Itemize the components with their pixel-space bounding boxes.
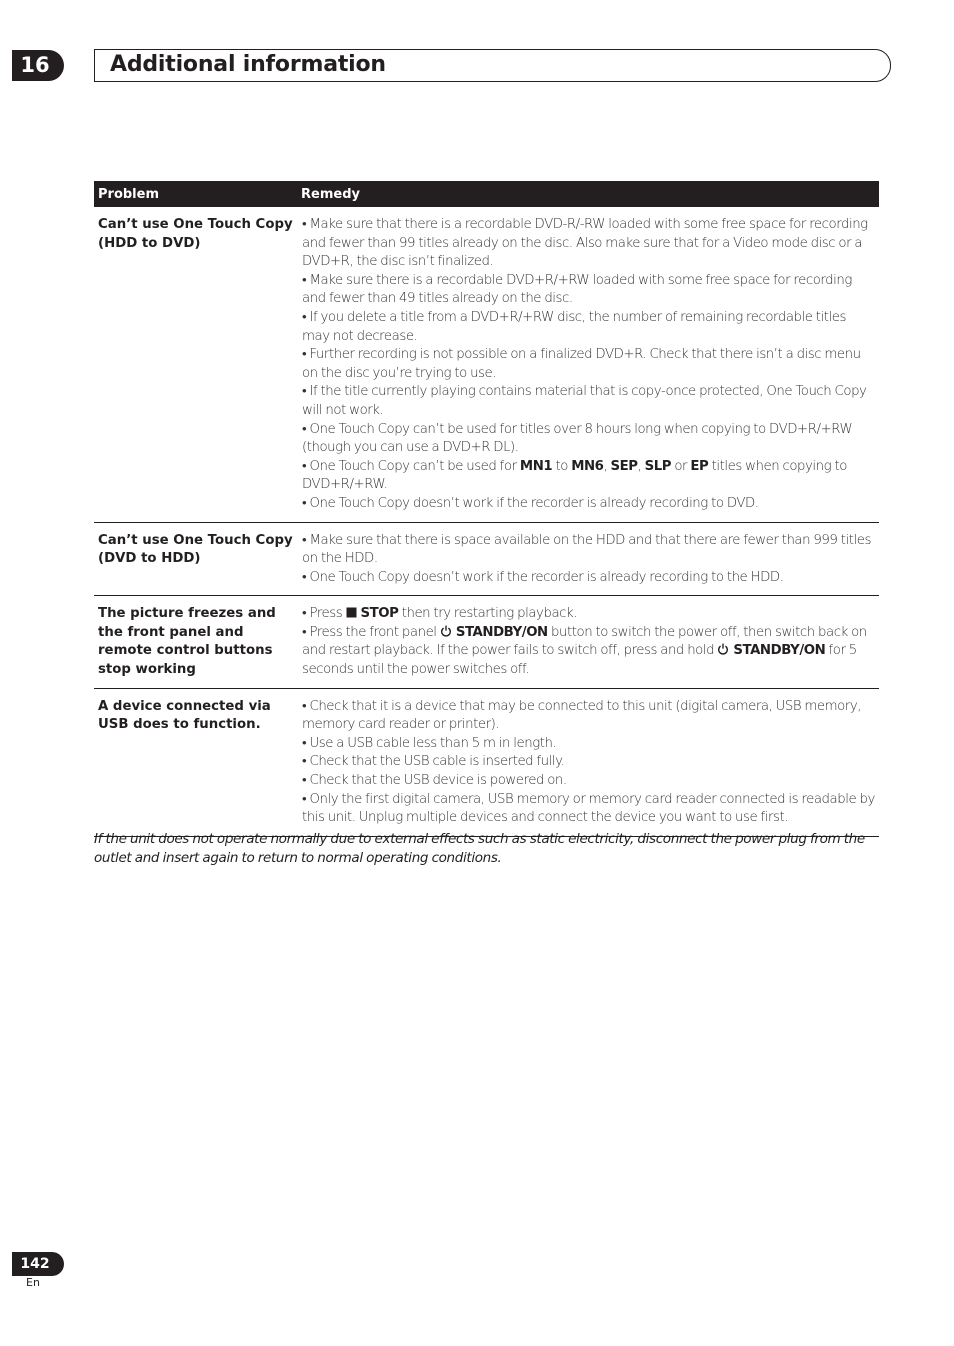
recording-mode-ep: EP xyxy=(690,458,709,474)
standby-on-label: STANDBY/ON xyxy=(455,624,548,640)
remedy-item: • Further recording is not possible on a finalized DVD+R. Check that there isn’t a disc menu on the disc you’re trying to use. xyxy=(302,347,861,381)
remedy-item: • If the title currently playing contains material that is copy-once protected, One Touch Copy will not work. xyxy=(302,384,867,418)
remedy-cell xyxy=(298,207,879,522)
remedy-text: to xyxy=(552,458,572,474)
problem-cell: Can’t use One Touch Copy (DVD to HDD) xyxy=(94,522,298,596)
remedy-item xyxy=(302,605,875,624)
section-title: Additional information xyxy=(110,52,386,77)
table-header-row xyxy=(94,181,879,207)
remedy-text: • Press the front panel xyxy=(302,624,440,640)
recording-mode-slp: SLP xyxy=(644,458,672,474)
remedy-item: • Make sure that there is a recordable DVD-R/-RW loaded with some free space for recording and fewer than 99 titles already on the disc. Also make sure that for a Video mode disc or a DVD+R, the disc isn’t finalized. xyxy=(302,217,868,270)
remedy-text: , xyxy=(603,458,611,474)
remedy-item: • If you delete a title from a DVD+R/+RW disc, the number of remaining recordable titles may not decrease. xyxy=(302,309,846,344)
remedy-item: • Use a USB cable less than 5 m in length. xyxy=(302,735,557,751)
power-icon xyxy=(440,625,452,637)
standby-on-label: STANDBY/ON xyxy=(733,643,826,659)
table-row xyxy=(94,207,879,522)
troubleshooting-table xyxy=(94,181,879,837)
remedy-cell xyxy=(298,596,879,688)
remedy-text: for 5 seconds until the power switches off. xyxy=(302,643,857,678)
remedy-item xyxy=(302,458,875,495)
recording-mode-mn6: MN6 xyxy=(571,458,604,474)
chapter-number-badge: 16 xyxy=(12,50,64,81)
remedy-cell xyxy=(298,522,879,596)
remedy-text: button to switch the power off, then switch back on and restart playback. If the power fails to switch off, press and hold xyxy=(302,624,867,659)
remedy-text: or xyxy=(671,458,691,474)
table-row xyxy=(94,522,879,596)
problem-cell: Can’t use One Touch Copy (HDD to DVD) xyxy=(94,207,298,522)
power-icon xyxy=(717,643,729,655)
language-code: En xyxy=(26,1276,40,1289)
remedy-text: • Press xyxy=(302,606,346,622)
footnote: If the unit does not operate normally due to external effects such as static electricity, disconnect the power plug from the outlet and insert again to return to normal operating conditions. xyxy=(94,831,865,866)
remedy-item: • Only the first digital camera, USB memory or memory card reader connected is readable by this unit. Unplug multiple devices and connect the device you want to use first. xyxy=(302,791,875,826)
remedy-item: • One Touch Copy doesn’t work if the recorder is already recording to DVD. xyxy=(302,495,759,511)
remedy-item: • Make sure there is a recordable DVD+R/+RW loaded with some free space for recording and fewer than 49 titles already on the disc. xyxy=(302,272,852,307)
remedy-cell xyxy=(298,688,879,836)
remedy-item: • One Touch Copy can’t be used for titles over 8 hours long when copying to DVD+R/+RW (though you can use a DVD+R DL). xyxy=(302,421,853,456)
recording-mode-mn1: MN1 xyxy=(519,458,553,474)
remedy-item: • Make sure that there is space available on the HDD and that there are fewer than 999 titles on the HDD. xyxy=(302,532,871,567)
problem-cell: A device connected via USB does to function. xyxy=(94,688,298,836)
remedy-text: , xyxy=(637,458,645,474)
section-title-box xyxy=(94,49,891,82)
stop-icon xyxy=(346,607,357,618)
table-row xyxy=(94,596,879,688)
recording-mode-sep: SEP xyxy=(610,458,638,474)
column-header-problem: Problem xyxy=(94,181,298,207)
column-header-remedy: Remedy xyxy=(298,181,879,207)
remedy-text: titles when copying to DVD+R/+RW. xyxy=(302,458,847,493)
remedy-text: • One Touch Copy can’t be used for xyxy=(302,458,520,474)
remedy-text: then try restarting playback. xyxy=(398,606,578,622)
page-number-badge: 142 xyxy=(12,1252,64,1276)
remedy-item: • Check that the USB device is powered on. xyxy=(302,773,567,789)
table-row xyxy=(94,688,879,836)
remedy-item xyxy=(302,624,875,680)
remedy-item: • Check that it is a device that may be connected to this unit (digital camera, USB memory, memory card reader or printer). xyxy=(302,698,862,733)
remedy-item: • Check that the USB cable is inserted fully. xyxy=(302,754,565,770)
stop-button-label: STOP xyxy=(360,606,399,622)
remedy-item: • One Touch Copy doesn’t work if the recorder is already recording to the HDD. xyxy=(302,569,784,585)
problem-cell: The picture freezes and the front panel and remote control buttons stop working xyxy=(94,596,298,688)
